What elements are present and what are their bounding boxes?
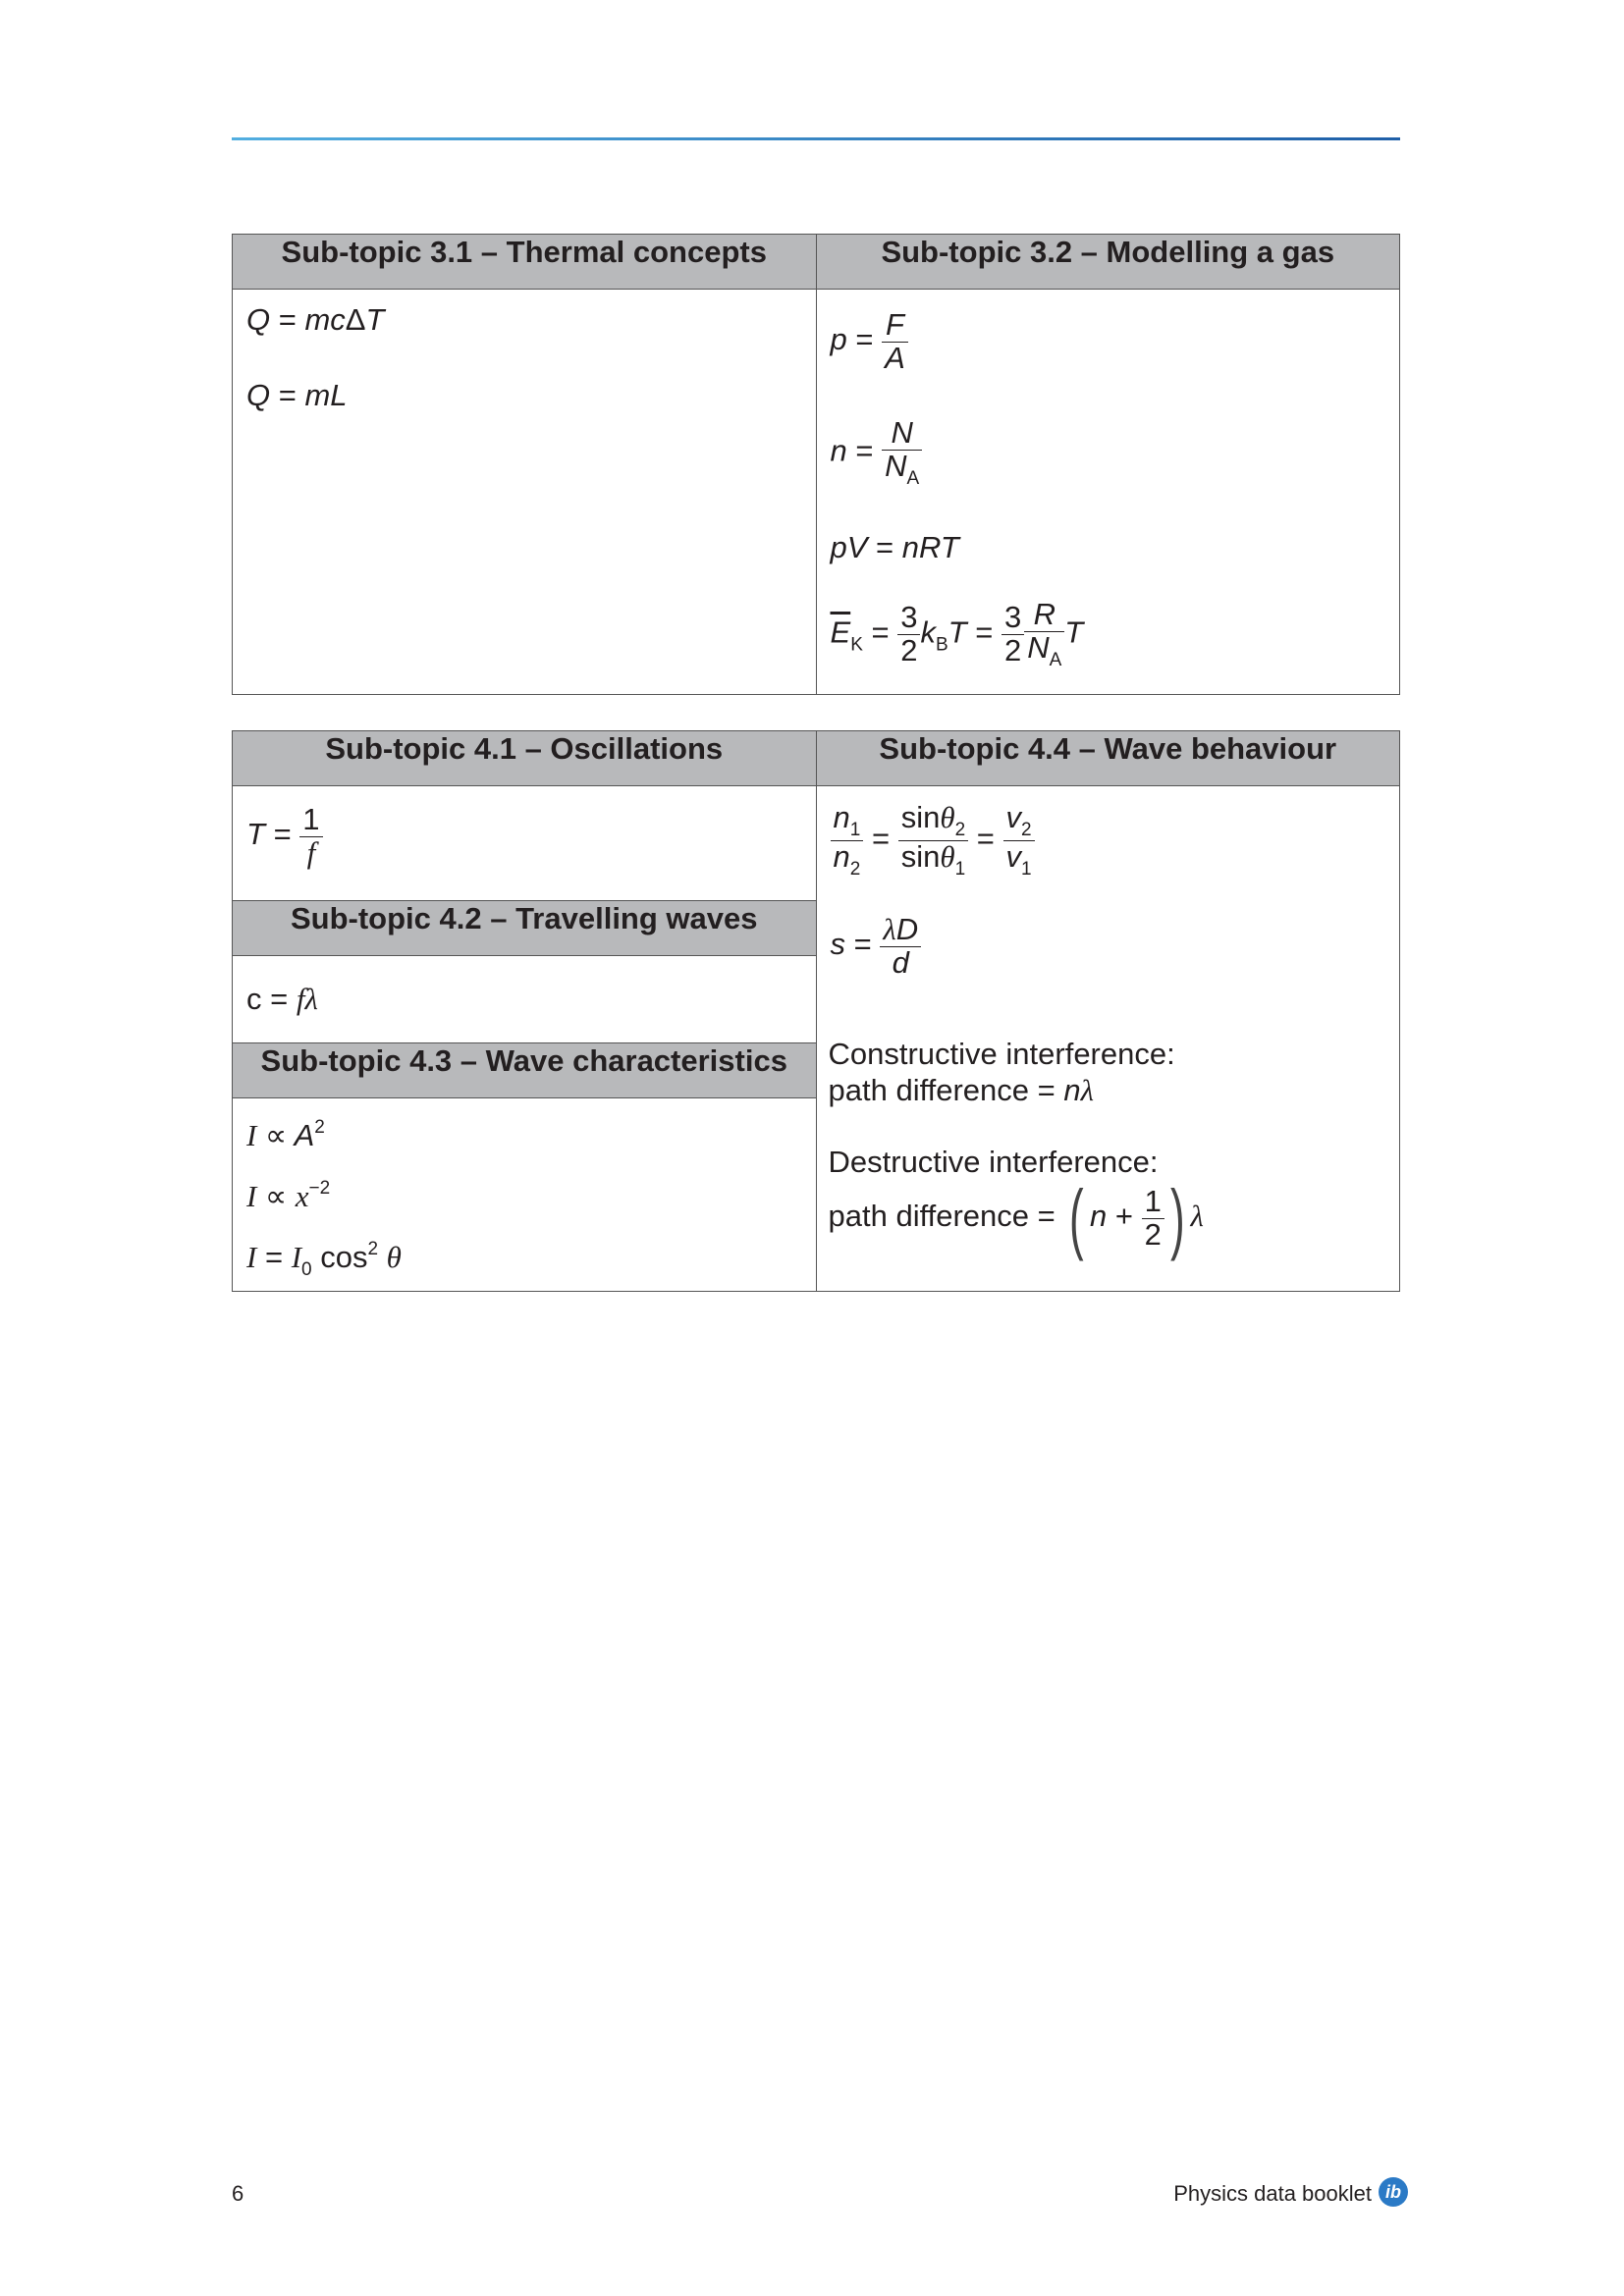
formula-latent-heat: Q = mL (246, 378, 348, 412)
subtopic-3-1-cell (233, 290, 817, 695)
destructive-label: Destructive interference: (828, 1145, 1159, 1179)
formula-intensity-distance: $I \propto x^{-2}$ (246, 1178, 331, 1213)
formula-table-4 (232, 730, 1400, 1292)
destructive-formula: path difference = ( n + $\frac{1}{2}$ ) λ (828, 1174, 1204, 1261)
footer-title: Physics data booklet (1173, 2181, 1372, 2206)
constructive-formula: path difference = nλ (828, 1073, 1095, 1107)
subtopic-3-2-cell (816, 290, 1400, 695)
formula-snell: $\frac{n_1}{n_2}$ = $\frac{\sin\theta_2}{\sin\theta_1}$ = $\frac{v_2}{v_1}$ (831, 802, 1035, 880)
subtopic-4-1-header: Sub-topic 4.1 – Oscillations (233, 731, 817, 786)
subtopic-4-1-cell (233, 786, 817, 901)
path-difference-label-1: path difference (828, 1073, 1030, 1107)
subtopic-3-1-header: Sub-topic 3.1 – Thermal concepts (233, 235, 817, 290)
formula-malus: $I = I_0$ $\cos^2 \theta$ (246, 1239, 402, 1280)
subtopic-4-2-header: Sub-topic 4.2 – Travelling waves (233, 901, 817, 956)
subtopic-4-3-cell (233, 1098, 817, 1292)
formula-fringe-spacing: s = $\frac{\lambda D}{d}$ (831, 914, 922, 979)
subtopic-4-4-header: Sub-topic 4.4 – Wave behaviour (816, 731, 1400, 786)
subtopic-3-2-header: Sub-topic 3.2 – Modelling a gas (816, 235, 1400, 290)
formula-kinetic-energy: $\overline{E}_K$ = $\frac{3}{2}$ $k_BT$ = $\frac{3}{2}$ $\frac{R}{N_A}$ T (830, 597, 1084, 670)
ib-logo-icon: ib (1379, 2177, 1408, 2207)
subtopic-4-4-cell (816, 786, 1400, 1292)
formula-wave-speed: c = fλ (246, 982, 318, 1016)
subtopic-4-3-header: Sub-topic 4.3 – Wave characteristics (233, 1043, 817, 1098)
formula-ideal-gas: pV = nRT (830, 530, 959, 564)
formula-period: T = $\frac{1}{f}$ (246, 804, 323, 869)
path-difference-label-2: path difference (828, 1199, 1030, 1234)
page-number: 6 (232, 2181, 244, 2206)
formula-heat-capacity: Q = mcΔT (246, 302, 385, 337)
formula-pressure: p = $\frac{F}{A}$ (831, 309, 908, 374)
top-rule (232, 137, 1400, 140)
subtopic-4-2-cell (233, 956, 817, 1043)
formula-intensity-amplitude: $I \propto A^2$ (246, 1117, 325, 1152)
formula-table-3 (232, 234, 1400, 695)
formula-moles: n = $\frac{N}{N_A}$ (831, 417, 923, 488)
constructive-label: Constructive interference: (828, 1037, 1175, 1071)
